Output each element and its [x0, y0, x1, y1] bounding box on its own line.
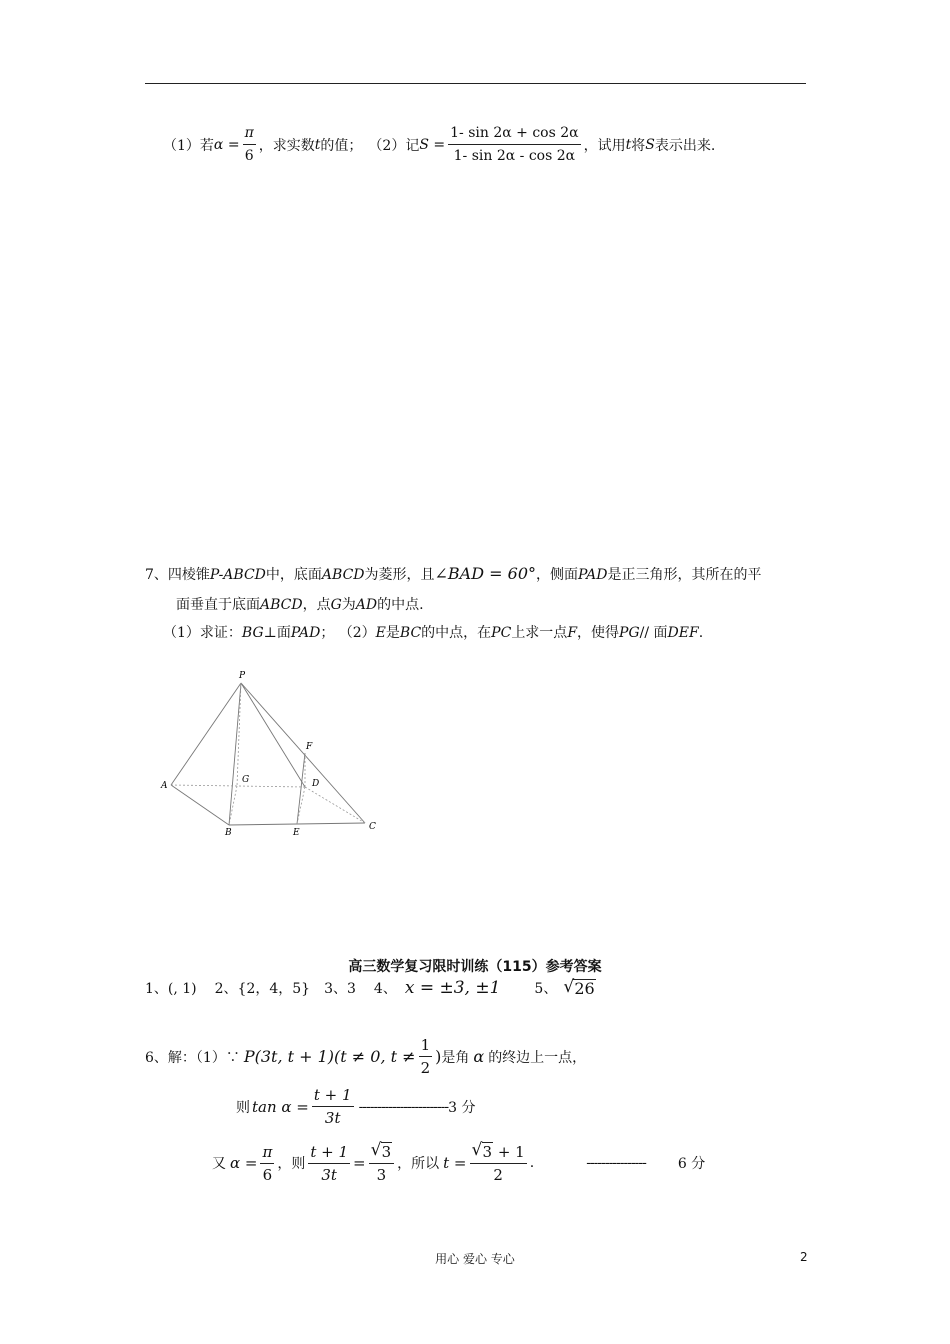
fraction-pi-6: $\frac{\pi}{6}$ — [262, 1142, 273, 1184]
answer-2: 2、{2，4，5} — [214, 981, 311, 997]
q6-subparts: （1）若 α = $\frac{\pi}{6}$ ，求实数 t 的值； （2）记 S = $\frac{1- \sin 2\alpha + \cos 2\alpha}{1- \sin 2\alpha - \cos 2\alpha}$ ，试用 t 将 S 表示出来. — [163, 125, 716, 164]
segment-fe — [297, 753, 305, 824]
answer-5: √ 26 — [563, 976, 595, 998]
pyramid-figure — [155, 665, 395, 845]
edge-pd — [241, 683, 305, 787]
label-f: F — [306, 742, 313, 752]
score-dashes-2: ---------------- — [586, 1155, 646, 1171]
label-e: E — [293, 828, 300, 838]
p1-lhs: α = — [213, 136, 240, 153]
label-c: C — [369, 822, 376, 832]
p1-prefix: （1）若 — [163, 137, 214, 154]
fraction-sqrt3-over-3: √ 3 3 — [369, 1142, 395, 1184]
fraction-s-expression: $\frac{1- \sin 2\alpha + \cos 2\alpha}{1- \sin 2\alpha - \cos 2\alpha}$ — [450, 125, 579, 164]
answer-4: x = ±3, ±1 — [404, 978, 501, 998]
label-a: A — [161, 781, 168, 791]
fraction-one-half: $\frac{1}{2}$ — [420, 1036, 431, 1077]
footer-slogan: 用心 爱心 专心 — [435, 1252, 515, 1266]
sol6-line1: 6、解：（1）∵ P(3t, t + 1)(t ≠ 0, t ≠ $\frac{1}{2}$ ) 是角 α 的终边上一点， — [145, 1036, 587, 1077]
label-g: G — [242, 775, 250, 785]
q7-line2: 面垂直于底面ABCD，点G为AD的中点. — [176, 597, 424, 613]
page-number: 2 — [800, 1250, 808, 1264]
header-rule — [145, 83, 806, 84]
edge-dc-hidden — [305, 787, 365, 823]
angle-bad: ∠BAD = 60° — [434, 564, 536, 583]
q7-line3: （1）求证：BG⊥面PAD； （2）E是BC的中点，在PC上求一点F，使得PG// 面DEF. — [163, 625, 704, 641]
segment-pg-hidden — [237, 683, 241, 786]
fraction-t-value: √ 3 + 1 2 — [471, 1140, 525, 1184]
score-dashes-1: ------------------------ — [358, 1098, 449, 1115]
score-3: 3 分 — [448, 1099, 476, 1116]
sol6-line3: 又 α = $\frac{\pi}{6}$ ，则 $\frac{t + 1}{3t}$ = √ 3 3 ，所以 t = √ 3 + 1 2 . ---------------- 6 分 — [212, 1140, 706, 1184]
answer-1: 1、(, 1) — [145, 981, 197, 997]
sol6-line2: 则 tan α = $\frac{t + 1}{3t}$ ------------------------ 3 分 — [236, 1086, 476, 1127]
q7-line1: 7、四棱锥P-ABCD中，底面ABCD为菱形，且∠BAD = 60°，侧面PAD是正三角形，其所在的平 — [145, 564, 762, 583]
edge-ab — [171, 785, 229, 825]
answers-title: 高三数学复习限时训练（115）参考答案 — [348, 959, 602, 975]
edge-pa — [171, 683, 241, 785]
fraction-pi-over-6: $\frac{\pi}{6}$ — [244, 125, 254, 164]
fraction-tan: $\frac{t + 1}{3t}$ — [313, 1086, 352, 1127]
edge-pc — [241, 683, 365, 823]
answer-3: 3、3 — [324, 981, 356, 997]
answer-5-label: 5、 — [534, 981, 558, 997]
score-6: 6 分 — [677, 1156, 706, 1172]
label-b: B — [225, 828, 232, 838]
edge-pb — [229, 683, 241, 825]
label-d: D — [312, 779, 320, 789]
answers-row — [145, 978, 596, 998]
label-p: P — [239, 671, 246, 681]
fraction-t-plus-1: $\frac{t + 1}{3t}$ — [310, 1142, 349, 1184]
edge-ad-hidden — [171, 785, 305, 787]
answer-4-label: 4、 — [373, 981, 397, 997]
segment-de-hidden — [297, 787, 305, 824]
